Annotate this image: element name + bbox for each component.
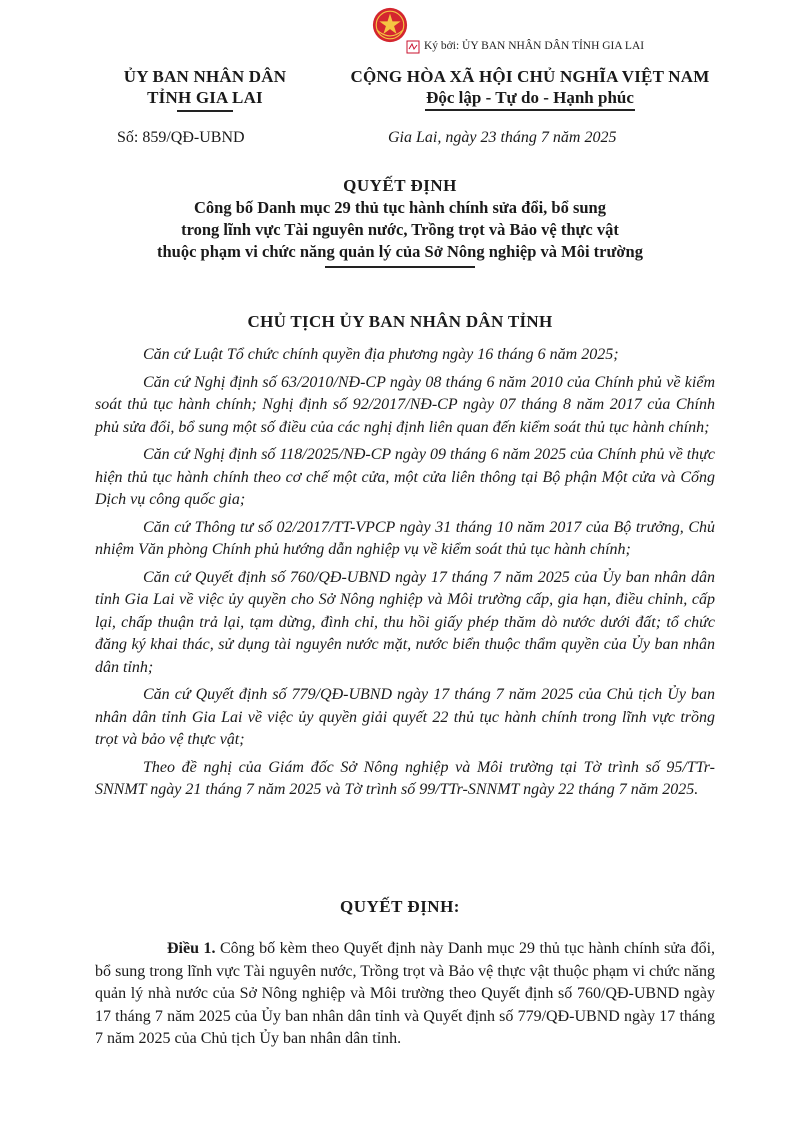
digital-signature-icon <box>406 40 420 54</box>
title-underline <box>325 266 475 268</box>
legal-basis-paragraph: Căn cứ Thông tư số 02/2017/TT-VPCP ngày 31 tháng 10 năm 2017 của Bộ trưởng, Chủ nhiệm Văn phòng Chính phủ hướng dẫn nghiệp vụ về kiểm soát thủ tục hành chính; <box>95 518 715 558</box>
article-1 <box>95 938 715 1051</box>
issuing-authority: CHỦ TỊCH ỦY BAN NHÂN DÂN TỈNH <box>247 312 553 331</box>
legal-basis-paragraph: Theo đề nghị của Giám đốc Sở Nông nghiệp và Môi trường tại Tờ trình số 95/TTr-SNNMT ngày 21 tháng 7 năm 2025 và Tờ trình số 99/TTr-SNNMT ngày 22 tháng 7 năm 2025. <box>95 758 715 798</box>
legal-basis-paragraph: Căn cứ Nghị định số 63/2010/NĐ-CP ngày 08 tháng 6 năm 2010 của Chính phủ về kiểm soát thủ tục hành chính; Nghị định số 92/2017/NĐ-CP ngày 07 tháng 8 năm 2017 của Chính phủ sửa đổi, bổ sung một số điều của các nghị định liên quan đến kiểm soát thủ tục hành chính; <box>95 373 715 436</box>
subject-line-1: Công bố Danh mục 29 thủ tục hành chính sửa đổi, bổ sung <box>193 198 606 217</box>
legal-basis-paragraph: Căn cứ Nghị định số 118/2025/NĐ-CP ngày 09 tháng 6 năm 2025 của Chính phủ về thực hiện thủ tục hành chính theo cơ chế một cửa, một cửa liên thông tại Bộ phận Một cửa và Cổng Dịch vụ công quốc gia; <box>95 446 715 508</box>
signed-by-label: Ký bởi: ỦY BAN NHÂN DÂN TỈNH GIA LAI <box>424 40 645 52</box>
motto-underline <box>425 109 635 111</box>
article-1-label: Điều 1. <box>167 940 216 957</box>
agency-name-line2: TỈNH GIA LAI <box>147 88 263 107</box>
subject-line-2: trong lĩnh vực Tài nguyên nước, Trồng trọt và Bảo vệ thực vật <box>181 220 619 239</box>
decision-heading: QUYẾT ĐỊNH: <box>340 897 460 916</box>
national-title: CỘNG HÒA XÃ HỘI CHỦ NGHĨA VIỆT NAM <box>350 67 710 86</box>
national-header <box>335 66 725 111</box>
subject-line-3: thuộc phạm vi chức năng quản lý của Sở Nông nghiệp và Môi trường <box>157 242 643 261</box>
legal-basis-section <box>95 344 715 807</box>
legal-basis-paragraph: Căn cứ Luật Tổ chức chính quyền địa phương ngày 16 tháng 6 năm 2025; <box>143 346 619 363</box>
legal-basis-paragraph: Căn cứ Quyết định số 760/QĐ-UBND ngày 17 tháng 7 năm 2025 của Ủy ban nhân dân tỉnh Gia Lai về việc ủy quyền cho Sở Nông nghiệp và Môi trường cấp, gia hạn, điều chỉnh, cấp lại, chấp thuận trả lại, tạm dừng, đình chỉ, thu hồi giấy phép thăm dò nước dưới đất; tổ chức đăng ký khai thác, sử dụng tài nguyên nước mặt, nước biển thuộc thẩm quyền của Ủy ban nhân dân tỉnh; <box>95 568 715 676</box>
issuing-agency-header <box>90 66 320 112</box>
document-number: Số: 859/QĐ-UBND <box>117 129 245 146</box>
article-1-text: Công bố kèm theo Quyết định này Danh mục 29 thủ tục hành chính sửa đổi, bổ sung trong lĩnh vực Tài nguyên nước, Trồng trọt và Bảo vệ thực vật thuộc phạm vi chức năng quản lý nhà nước của Sở Nông nghiệp và Môi trường theo Quyết định số 760/QĐ-UBND ngày 17 tháng 7 năm 2025 của Ủy ban nhân dân tỉnh và Quyết định số 779/QĐ-UBND ngày 17 tháng 7 năm 2025 của Chủ tịch Ủy ban nhân dân tỉnh. <box>95 940 716 1047</box>
agency-underline <box>177 110 233 112</box>
article-1-paragraph <box>95 938 715 1051</box>
national-motto: Độc lập - Tự do - Hạnh phúc <box>426 88 634 107</box>
agency-name-line1: ỦY BAN NHÂN DÂN <box>123 67 287 86</box>
red-seal-emblem-icon <box>371 6 409 44</box>
legal-basis-paragraph: Căn cứ Quyết định số 779/QĐ-UBND ngày 17 tháng 7 năm 2025 của Chủ tịch Ủy ban nhân dân tỉnh Gia Lai về việc ủy quyền giải quyết 22 thủ tục hành chính trong lĩnh vực trồng trọt và bảo vệ thực vật; <box>95 686 715 748</box>
document-type: QUYẾT ĐỊNH <box>343 176 457 195</box>
place-and-date: Gia Lai, ngày 23 tháng 7 năm 2025 <box>388 129 617 146</box>
document-title-block <box>90 175 710 268</box>
